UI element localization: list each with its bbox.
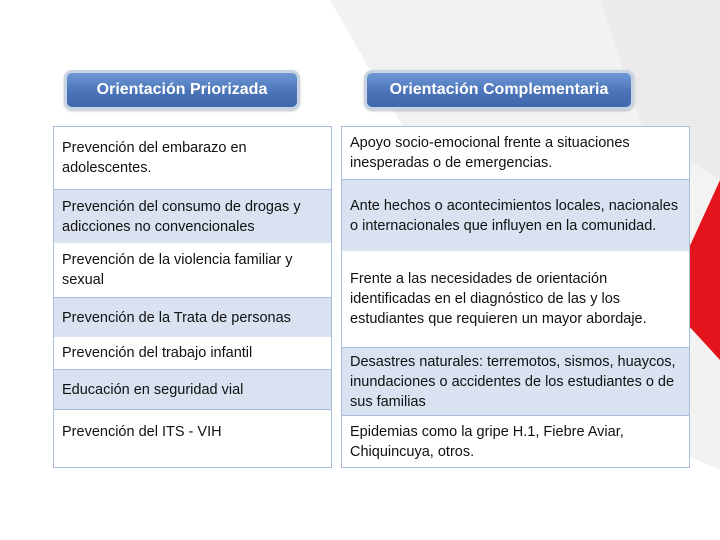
right-list-item: Desastres naturales: terremotos, sismos, huaycos, inundaciones o accidentes de los estudiantes o de sus familias: [342, 347, 689, 415]
header-orientacion-priorizada: [64, 70, 300, 110]
left-list-item: Prevención del ITS - VIH: [54, 409, 331, 467]
right-list-item: Apoyo socio-emocional frente a situaciones inesperadas o de emergencias.: [342, 127, 689, 179]
left-list-item: Prevención del consumo de drogas y adicciones no convencionales: [54, 189, 331, 243]
right-list-item: Frente a las necesidades de orientación identificadas en el diagnóstico de las y los estudiantes que requieren un mayor abordaje.: [342, 251, 689, 347]
left-list-item: Prevención de la Trata de personas: [54, 297, 331, 337]
header-orientacion-complementaria: [364, 70, 634, 110]
left-list-item: Educación en seguridad vial: [54, 369, 331, 409]
header-left-label: Orientación Priorizada: [96, 81, 268, 98]
right-list-item: Ante hechos o acontecimientos locales, nacionales o internacionales que influyen en la comunidad.: [342, 179, 689, 251]
left-column-list: [53, 126, 332, 468]
left-list-item: Prevención del embarazo en adolescentes.: [54, 127, 331, 189]
left-list-item: Prevención del trabajo infantil: [54, 337, 331, 369]
left-list-item: Prevención de la violencia familiar y sexual: [54, 243, 331, 297]
right-column-list: [341, 126, 690, 468]
header-right-label: Orientación Complementaria: [389, 81, 609, 98]
right-list-item: Epidemias como la gripe H.1, Fiebre Aviar, Chiquincuya, otros.: [342, 415, 689, 467]
